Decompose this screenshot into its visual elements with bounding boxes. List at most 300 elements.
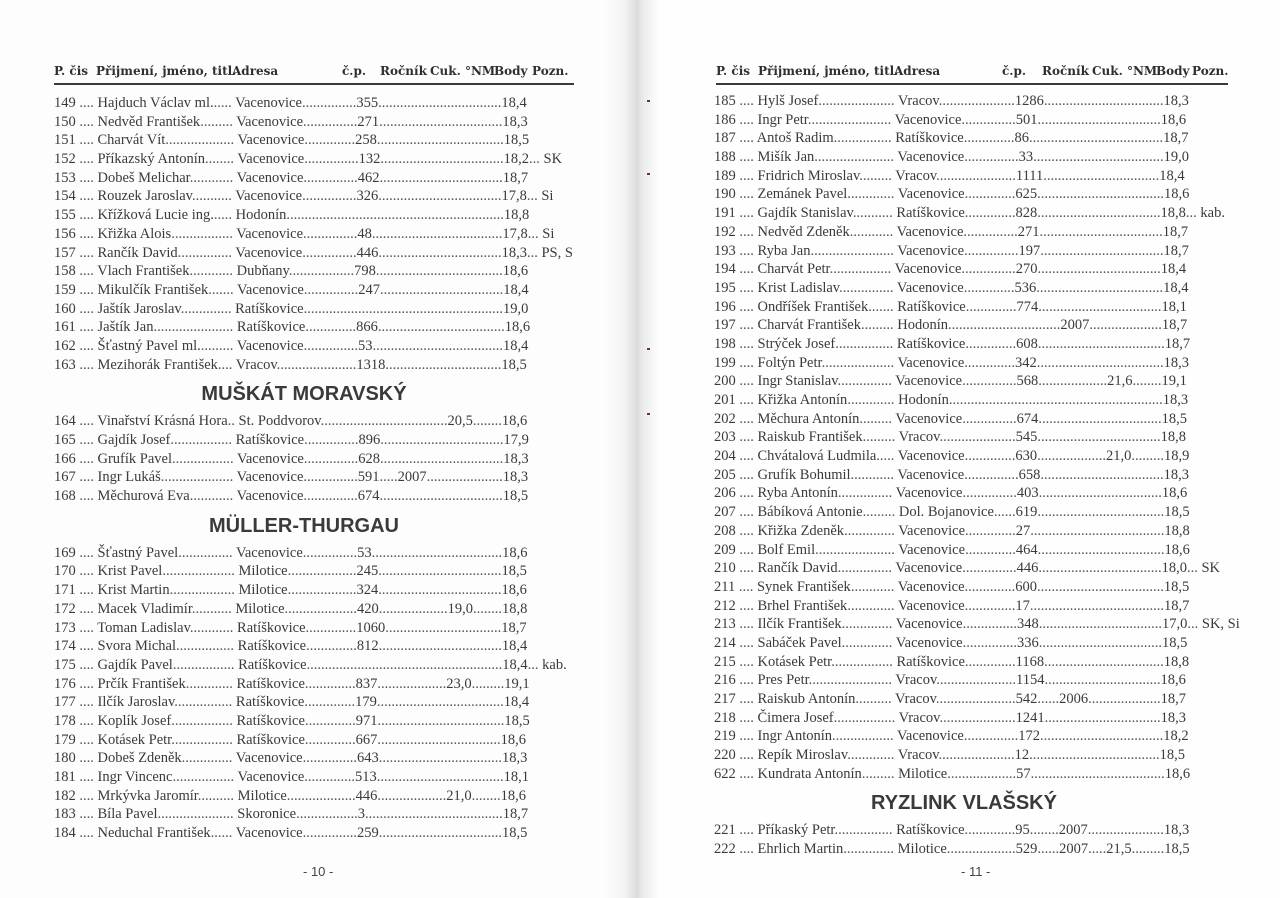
entry-house-number: 17 [1015,597,1030,614]
entry-number: 203 [714,429,736,446]
dot-leader: .... [739,242,754,259]
dot-leader: ......... [1131,841,1165,858]
dot-leader: ...................... [935,691,1016,707]
dot-leader: .... [79,432,94,448]
header-note: Pozn. [1192,64,1229,78]
entry-points: 18,0 [1161,560,1187,577]
entry-name: Dobeš Melichar [97,169,190,186]
entry-address: Skoronice [237,806,297,823]
entry-name: Chvátalová Ludmila [757,448,877,465]
entry-address: Milotice [237,787,287,804]
entry-house-number: 95 [1015,822,1030,839]
dot-leader: .... [739,560,754,577]
dot-leader: ................................ [385,356,502,373]
entry-points: 18,1 [1161,298,1187,315]
entry-note: SK [543,151,563,168]
entry-points: 18,6 [1164,186,1190,203]
dot-leader: ...... [1037,691,1060,707]
entry-name: Repík Miroslav [757,747,848,764]
dot-leader: ... [526,244,538,261]
dot-leader: ............ [850,578,895,595]
entry-address: Hodonín [235,207,287,224]
page-number-right: - 11 - [961,864,991,879]
dot-leader: .............. [304,694,356,711]
dot-leader: .................................. [1037,429,1161,446]
dot-leader: ............... [964,149,1019,166]
entry-house-number: 336 [1016,634,1039,651]
entry-address: Vacenovice [236,169,304,186]
entry-address: Milotice [238,563,288,580]
entry-address: Vacenovice [236,469,304,486]
entry-name: Křížková Lucie ing. [97,207,214,224]
entry-points: 18,6 [500,731,527,748]
entry-sugar: 21,0 [446,787,472,804]
entry-address: Vacenovice [898,541,966,558]
dot-leader: ............... [962,634,1017,651]
dot-leader: .................................. [1037,111,1161,128]
dot-leader: .... [739,672,754,689]
dot-leader: .... [79,787,94,804]
entry-row [714,690,1254,709]
entry-row [714,765,1254,784]
dot-leader: .................................. [1038,616,1162,633]
entry-house-number: 1154 [1016,672,1045,689]
entry-name: Raiskub Antonín [757,691,856,707]
page-number-left: - 10 - [303,864,334,879]
dot-leader: .... [739,93,754,109]
entry-number: 149 [54,95,76,111]
dot-leader: .............. [844,522,895,539]
dot-leader: .............. [306,638,357,655]
entry-house-number: 600 [1015,578,1038,595]
dot-leader: .... [739,354,754,371]
dot-leader: ..................... [818,93,895,109]
dot-leader: .... [79,769,94,785]
entry-points: 19,0 [1163,149,1189,166]
dot-leader: .... [739,747,754,764]
dot-leader: .... [739,522,754,539]
entry-points: 18,5 [501,356,527,373]
entry-row [714,559,1254,578]
entry-address: Vacenovice [235,750,303,767]
entry-number: 184 [54,825,76,842]
dot-leader: .............. [964,597,1016,614]
dot-leader: .................................. [379,281,504,298]
entry-note: kab. [1200,205,1225,222]
entry-points: 18,9 [1164,448,1190,465]
entry-house-number: 53 [357,544,372,561]
dot-leader: .... [79,132,94,149]
entry-number: 161 [54,319,76,336]
dot-leader: ................... [1037,448,1106,465]
entry-address: Vacenovice [897,448,965,465]
entry-name: Hajduch Václav ml. [97,95,214,111]
header-name: Přijmení, jméno, titl. [758,64,899,78]
entry-points: 18,7 [501,619,527,636]
entry-number: 167 [54,469,76,486]
entry-name: Bábíková Antonie [757,504,863,521]
entry-number: 159 [54,281,76,298]
entry-house-number: 86 [1014,130,1029,147]
dot-leader: ................ [174,694,233,711]
entry-row [714,634,1254,653]
entry-address: Vacenovice [897,466,965,483]
entry-house-number: 420 [357,600,379,617]
entry-number: 222 [714,841,736,858]
entry-row [54,600,584,619]
entry-number: 201 [714,392,736,408]
dot-leader: ................ [834,822,893,839]
left-entries [54,94,584,843]
dot-leader: .................... [284,600,358,617]
dot-leader: .... [79,638,94,655]
dot-leader: ....................... [808,672,893,689]
dot-leader: .................................. [1040,242,1164,259]
dot-leader: .... [79,694,94,711]
dot-leader: .... [739,616,754,633]
entry-points: 18,4 [502,656,528,673]
dot-leader: ............... [304,151,359,168]
entry-points: 18,8 [1164,522,1190,539]
entry-house-number: 667 [355,731,378,748]
dot-leader: .............. [305,619,357,636]
entry-house-number: 658 [1018,466,1041,483]
dot-leader: ........................................................... [948,392,1163,408]
entry-number: 196 [714,298,736,315]
dot-leader: ............ [189,263,233,280]
dot-leader: .............. [180,300,232,317]
dot-leader: ................................ [1043,167,1160,184]
entry-number: 181 [54,769,76,785]
entry-row [714,821,1254,840]
header-sugar: Cuk. °NM [430,64,496,78]
dot-leader: .... [79,563,94,580]
dot-leader: ...................... [276,356,357,373]
entry-row [54,468,584,487]
entry-name: Krist Pavel [97,563,163,580]
dot-leader: .... [79,151,94,168]
entry-house-number: 529 [1015,841,1038,858]
entry-address: Vacenovice [897,242,965,259]
entry-points: 18,6 [500,787,527,804]
dot-leader: .......... [855,691,892,707]
entry-name: Krist Ladislav [757,279,840,296]
header-points: Body [494,64,528,78]
entry-address: Vacenovice [236,488,304,505]
entry-number: 164 [54,413,76,430]
entry-address: Ratíškovice [896,653,965,670]
dot-leader: .............. [963,130,1015,147]
dot-leader: ..... [213,95,232,111]
dot-leader: ............... [961,111,1016,128]
dot-leader: ..... [1088,841,1107,858]
dot-leader: .... [739,728,754,745]
entry-number: 153 [54,169,76,186]
dot-leader: .................................. [378,563,502,580]
header-cp: č.p. [342,64,367,78]
entry-address: Vacenovice [237,151,305,168]
entry-row [714,597,1254,616]
dot-leader: ................ [176,638,235,655]
dot-leader: ................................... [375,263,503,280]
entry-name: Ingr Lukáš [97,469,161,486]
dot-leader: .... [739,429,754,446]
entry-address: Milotice [898,765,948,782]
entry-points: 18,3 [501,244,527,261]
entry-number: 182 [54,787,76,804]
dot-leader: .... [739,261,754,278]
entry-address: Vracov [895,691,936,707]
dot-leader: ....................... [810,242,894,259]
entry-points: 18,3 [1163,93,1189,109]
entry-year: 2007 [1060,317,1090,334]
entry-year: 2007 [397,469,427,486]
entry-points: 18,5 [504,712,530,729]
header-rule [716,83,1228,85]
dot-leader: .... [79,750,94,767]
entry-name: Toman Ladislav [97,619,190,636]
dot-leader: ......... [861,765,895,782]
staple-mark [647,173,650,175]
dot-leader: .... [79,188,94,205]
entry-name: Ingr Petr [757,111,808,128]
entry-house-number: 1111 [1015,167,1044,184]
entry-house-number: 132 [358,151,381,168]
entry-row [54,356,584,375]
entry-points: 18,6 [1164,765,1191,782]
dot-leader: .............. [965,522,1016,539]
entry-address: Vacenovice [237,450,304,467]
entry-name: Gajdík Josef [97,432,171,448]
entry-number: 212 [714,597,736,614]
entry-row [714,204,1254,223]
dot-leader: .................................... [371,544,503,561]
entry-address: Vacenovice [895,373,963,390]
dot-leader: .............. [964,578,1016,595]
dot-leader: .............. [964,653,1016,670]
entry-address: Ratíškovice [895,130,964,147]
dot-leader: ......... [859,410,893,427]
entry-number: 205 [714,466,736,483]
entry-number: 177 [54,694,76,711]
entry-address: Vacenovice [236,337,304,354]
entry-points: 18,3 [1163,354,1190,371]
dot-leader: ........ [1029,822,1059,839]
entry-points: 18,2 [1163,728,1189,745]
entry-number: 158 [54,263,76,280]
entry-address: Vracov [898,429,940,446]
dot-leader: ................... [287,563,357,580]
entry-address: Vacenovice [897,354,965,371]
dot-leader: .... [79,731,94,748]
entry-row [714,316,1254,335]
entry-row [54,656,584,675]
entry-points: 18,2 [503,151,529,168]
entry-row [714,578,1254,597]
dot-leader: ................. [296,806,358,823]
entry-name: Jaštík Jaroslav [97,300,181,317]
entry-house-number: 462 [357,169,380,186]
dot-leader: .................................. [380,151,504,168]
dot-leader: ......... [471,675,505,692]
entry-number: 186 [714,111,736,128]
dot-leader: ............... [303,488,358,505]
dot-leader: .... [739,149,754,166]
dot-leader: ............... [961,261,1016,278]
entry-address: Vacenovice [235,825,303,842]
entry-house-number: 464 [1015,541,1038,558]
entry-house-number: 348 [1017,616,1039,633]
entry-number: 185 [714,93,736,109]
entry-number: 189 [714,167,736,184]
entry-house-number: 3 [357,806,365,823]
entry-points: 18,4 [1160,261,1187,278]
entry-address: Milotice [238,582,288,599]
header-year: Ročník [380,64,427,78]
entry-name: Kotásek Petr [757,653,832,670]
entry-house-number: 501 [1015,111,1038,128]
entry-house-number: 568 [1016,373,1039,390]
entry-points: 18,3 [1163,466,1189,483]
entry-points: 19,1 [504,675,530,692]
dot-leader: ................. [171,712,233,729]
dot-leader: .... [79,488,94,505]
entry-row [54,94,584,113]
entry-number: 204 [714,448,736,465]
section-title: MÜLLER-THURGAU [209,514,399,537]
dot-leader: .... [79,450,94,467]
dot-leader: .... [739,111,754,128]
dot-leader: ............... [837,373,892,390]
entry-row [54,412,584,431]
dot-leader: .................................... [1029,747,1160,764]
dot-leader: .................... [162,563,235,580]
entry-name: Rančík David [97,244,178,261]
entry-points: 18,5 [1164,504,1190,521]
entry-number: 218 [714,709,736,726]
entry-name: Grufík Bohumil [757,466,851,483]
dot-leader: ..................... [1087,822,1164,839]
entry-number: 166 [54,450,76,467]
entry-row [54,281,584,300]
dot-leader: .............. [964,354,1016,371]
entry-address: Vacenovice [237,132,305,149]
dot-leader: ...... [993,504,1016,521]
entry-name: Nedvěd František [97,113,201,130]
dot-leader: ............. [847,186,895,203]
entry-number: 151 [54,132,76,149]
section-title: MUŠKÁT MORAVSKÝ [201,383,407,406]
dot-leader: .... [739,541,754,558]
entry-name: Ryba Jan [757,242,811,259]
dot-leader: .................... [1089,317,1162,334]
dot-leader: .... [739,410,754,427]
entry-address: Milotice [897,841,947,858]
dot-leader: ...................................................... [306,656,503,673]
dot-leader: ............... [302,244,357,261]
entry-address: Ratíškovice [896,205,965,222]
dot-leader: ............................... [948,317,1061,334]
entry-house-number: 674 [1016,410,1039,427]
entry-number: 209 [714,541,736,558]
dot-leader: ............. [847,392,895,408]
dot-leader: ..................... [938,93,1015,109]
staple-mark [647,100,650,102]
entry-name: Krist Martin [97,582,170,599]
entry-house-number: 837 [355,675,378,692]
dot-leader: .................................. [377,731,501,748]
entry-row [54,712,584,731]
dot-leader: .... [79,582,94,599]
dot-leader: ................... [378,600,448,617]
entry-row [54,150,584,169]
dot-leader: .................................. [378,825,502,842]
dot-leader: .... [739,373,754,390]
entry-row [714,167,1254,186]
entry-name: Mezihorák František [97,356,218,373]
entry-number: 179 [54,731,76,748]
entry-row [714,428,1254,447]
entry-name: Šťastný Pavel ml. [97,337,201,354]
dot-leader: ...................... [815,541,895,558]
dot-leader: .................................... [371,225,503,242]
dot-leader: .... [79,319,94,336]
entry-address: Vacenovice [894,111,962,128]
dot-leader: ............ [189,169,234,186]
entry-points: 18,4 [1163,279,1189,296]
dot-leader: .... [739,448,754,465]
dot-leader: ...................... [153,319,234,336]
dot-leader: .................................. [1037,261,1161,278]
entry-house-number: 446 [356,244,379,261]
entry-address: Vracov [895,672,937,689]
dot-leader: ................................ [1044,672,1161,689]
entry-address: Vracov [897,747,939,764]
entry-house-number: 446 [355,787,378,804]
entry-points: 18,7 [1162,223,1189,240]
dot-leader: ........... [192,188,232,205]
entry-number: 163 [54,356,76,373]
entry-house-number: 326 [356,188,379,205]
entry-row [714,653,1254,672]
dot-leader: .... [79,600,94,617]
dot-leader: .... [79,544,94,561]
dot-leader: .................................. [1039,223,1163,240]
dot-leader: .............. [841,616,893,633]
entry-address: Vacenovice [895,485,963,502]
dot-leader: ............... [302,750,357,767]
entry-address: Ratíškovice [237,638,307,655]
entry-house-number: 270 [1015,261,1038,278]
entry-address: Vacenovice [897,186,965,203]
dot-leader: .................................. [379,113,503,130]
dot-leader: .... [79,619,94,636]
dot-leader: ............................................................ [286,207,504,224]
entry-points: 17,8 [502,225,528,242]
entry-address: Dol. Bojanovice [898,504,994,521]
entry-name: Křižka Zdeněk [757,522,845,539]
entry-name: Nedvěd Zdeněk [757,223,850,240]
dot-leader: .... [739,130,754,147]
entry-points: 18,6 [1164,541,1190,558]
dot-leader: .... [79,356,94,373]
dot-leader: ................................... [1037,186,1164,203]
dot-leader: .................. [169,582,235,599]
header-note: Pozn. [532,64,569,78]
dot-leader: ................... [165,132,235,149]
dot-leader: .... [79,469,94,486]
entry-row [54,318,584,337]
